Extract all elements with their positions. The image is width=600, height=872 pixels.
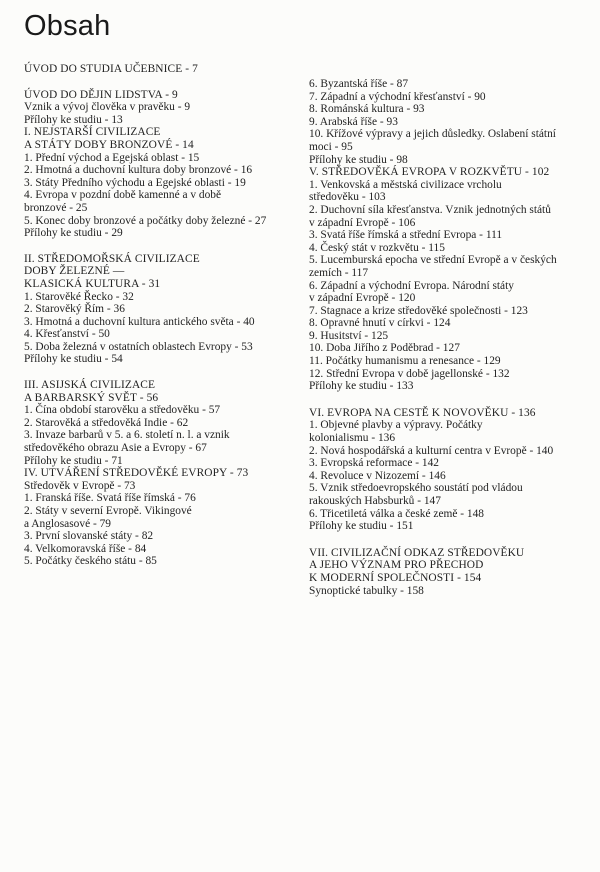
toc-entry: 4. Křesťanství - 50: [24, 328, 110, 341]
toc-heading: III. ASIJSKÁ CIVILIZACE: [24, 379, 156, 392]
toc-entry: rakouských Habsburků - 147: [309, 495, 441, 507]
toc-entry: Středověk v Evropě - 73: [24, 479, 136, 492]
toc-left-column: [24, 63, 292, 568]
toc-entry: 3. Evropská reformace - 142: [309, 457, 439, 470]
toc-entry: 9. Arabská říše - 93: [309, 115, 398, 128]
toc-entry: 6. Třicetiletá válka a české země - 148: [309, 507, 484, 520]
toc-entry: 3. Státy Předního východu a Egejské oblasti - 19: [24, 176, 246, 189]
toc-entry: 5. Počátky českého státu - 85: [24, 555, 157, 568]
toc-entry: 4. Český stát v rozkvětu - 115: [309, 241, 445, 254]
toc-entry: 8. Románská kultura - 93: [309, 103, 425, 116]
toc-entry: 3. Invaze barbarů v 5. a 6. století n. l. a vznik: [24, 429, 230, 442]
toc-entry: 3. První slovanské státy - 82: [24, 530, 154, 543]
toc-entry: 5. Konec doby bronzové a počátky doby železné - 27: [24, 214, 267, 227]
toc-heading: A JEHO VÝZNAM PRO PŘECHOD: [309, 559, 484, 572]
toc-entry: 1. Starověké Řecko - 32: [24, 290, 134, 303]
toc-heading: II. STŘEDOMOŘSKÁ CIVILIZACE: [24, 252, 200, 265]
toc-entry: 1. Čína období starověku a středověku - 57: [24, 404, 221, 417]
toc-gap: [24, 76, 292, 89]
toc-entry: zemích - 117: [309, 266, 369, 279]
toc-entry: Synoptické tabulky - 158: [309, 584, 424, 597]
toc-entry: moci - 95: [309, 140, 353, 153]
toc-entry: 2. Hmotná a duchovní kultura doby bronzové - 16: [24, 164, 253, 177]
toc-entry: Přílohy ke studiu - 29: [24, 227, 123, 240]
toc-entry: 5. Vznik středoevropského soustátí pod vládou: [309, 482, 523, 495]
toc-heading: IV. UTVÁŘENÍ STŘEDOVĚKÉ EVROPY - 73: [24, 467, 249, 480]
toc-entry: 4. Velkomoravská říše - 84: [24, 542, 147, 555]
toc-heading: A STÁTY DOBY BRONZOVÉ - 14: [24, 138, 194, 151]
toc-heading: K MODERNÍ SPOLEČNOSTI - 154: [309, 571, 482, 584]
toc-entry: 3. Svatá říše římská a střední Evropa - 111: [309, 229, 503, 242]
toc-heading: VII. CIVILIZAČNÍ ODKAZ STŘEDOVĚKU: [309, 546, 525, 559]
toc-entry: Přílohy ke studiu - 98: [309, 153, 408, 166]
toc-gap: [24, 240, 292, 253]
toc-heading: VI. EVROPA NA CESTĚ K NOVOVĚKU - 136: [309, 406, 536, 419]
toc-heading: ÚVOD DO DĚJIN LIDSTVA - 9: [24, 88, 178, 101]
toc-heading: KLASICKÁ KULTURA - 31: [24, 277, 161, 290]
toc-entry: 8. Opravné hnutí v církvi - 124: [309, 317, 451, 330]
toc-heading: ÚVOD DO STUDIA UČEBNICE - 7: [24, 63, 198, 75]
toc-entry: 7. Západní a východní křesťanství - 90: [309, 90, 486, 103]
toc-entry: 1. Přední východ a Egejská oblast - 15: [24, 151, 200, 164]
toc-entry: 1. Franská říše. Svatá říše římská - 76: [24, 492, 196, 505]
toc-entry: 1. Venkovská a městská civilizace vrcholu: [309, 178, 502, 191]
toc-gap: [309, 533, 593, 547]
toc-entry: 1. Objevné plavby a výpravy. Počátky: [309, 419, 483, 432]
toc-entry: 2. Státy v severní Evropě. Vikingové: [24, 505, 192, 517]
toc-entry: 7. Stagnace a krize středověké společnosti - 123: [309, 304, 528, 317]
toc-gap: [24, 366, 292, 379]
toc-entry: středověkého obrazu Asie a Evropy - 67: [24, 442, 207, 455]
toc-entry: bronzové - 25: [24, 201, 88, 214]
toc-entry: Přílohy ke studiu - 13: [24, 113, 123, 126]
toc-entry: 2. Starověká a středověká Indie - 62: [24, 416, 189, 429]
toc-entry: 3. Hmotná a duchovní kultura antického světa - 40: [24, 315, 255, 328]
toc-entry: 5. Lucemburská epocha ve střední Evropě a v českých: [309, 254, 557, 267]
toc-entry: v západní Evropě - 120: [309, 292, 416, 305]
page-title: Obsah: [24, 10, 111, 42]
toc-right-column: [309, 78, 593, 597]
toc-entry: kolonialismu - 136: [309, 432, 396, 445]
toc-entry: středověku - 103: [309, 191, 386, 204]
toc-entry: Přílohy ke studiu - 71: [24, 454, 123, 467]
toc-entry: 9. Husitství - 125: [309, 329, 389, 342]
toc-entry: 10. Křížové výpravy a jejich důsledky. Oslabení státní: [309, 128, 556, 141]
toc-entry: Přílohy ke studiu - 54: [24, 353, 123, 366]
toc-heading: I. NEJSTARŠÍ CIVILIZACE: [24, 126, 161, 139]
toc-entry: v západní Evropě - 106: [309, 216, 416, 229]
toc-gap: [309, 393, 593, 407]
toc-entry: 10. Doba Jiřího z Poděbrad - 127: [309, 342, 460, 355]
toc-heading: DOBY ŽELEZNÉ —: [24, 265, 125, 278]
toc-entry: 4. Revoluce v Nizozemí - 146: [309, 469, 446, 482]
toc-entry: Přílohy ke studiu - 151: [309, 520, 414, 533]
toc-entry: 12. Střední Evropa v době jagellonské - 132: [309, 367, 510, 380]
toc-entry: a Anglosasové - 79: [24, 517, 111, 530]
toc-entry: 2. Starověký Řím - 36: [24, 303, 125, 316]
toc-entry: 2. Nová hospodářská a kulturní centra v Evropě - 140: [309, 444, 554, 457]
toc-entry: Vznik a vývoj člověka v pravěku - 9: [24, 101, 191, 114]
toc-entry: 6. Byzantská říše - 87: [309, 78, 409, 90]
toc-entry: 5. Doba železná v ostatních oblastech Evropy - 53: [24, 340, 253, 353]
toc-entry: Přílohy ke studiu - 133: [309, 380, 414, 393]
toc-heading: V. STŘEDOVĚKÁ EVROPA V ROZKVĚTU - 102: [309, 166, 550, 179]
toc-entry: 6. Západní a východní Evropa. Národní státy: [309, 279, 514, 292]
toc-entry: 2. Duchovní síla křesťanstva. Vznik jednotných států: [309, 203, 551, 216]
toc-entry: 11. Počátky humanismu a renesance - 129: [309, 355, 501, 368]
toc-entry: 4. Evropa v pozdní době kamenné a v době: [24, 189, 222, 202]
toc-heading: A BARBARSKÝ SVĚT - 56: [24, 391, 159, 404]
